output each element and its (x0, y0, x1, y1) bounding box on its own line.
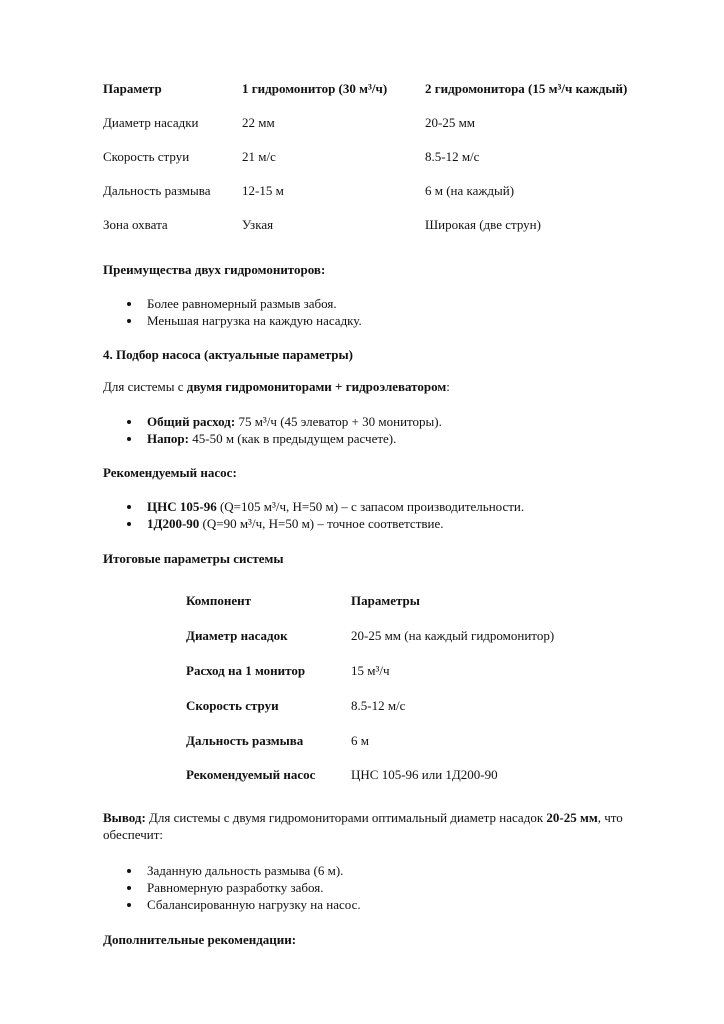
table-cell: 15 м³/ч (351, 662, 390, 678)
pump-intro (103, 379, 450, 395)
table-row (103, 106, 627, 140)
list-item (125, 515, 524, 532)
table-header-row (186, 584, 554, 619)
table-row (103, 140, 627, 174)
comparison-table (103, 72, 627, 242)
item-label: ЦНС 105-96 (147, 499, 217, 514)
table-cell: Узкая (242, 217, 274, 232)
table-cell: 8.5-12 м/с (425, 149, 480, 164)
table-header-row (103, 72, 627, 106)
extra-recommendations-heading: Дополнительные рекомендации: (103, 932, 297, 947)
table-cell: Диаметр насадок (186, 628, 288, 644)
list-item: Равномерную разработку забоя. (125, 879, 361, 896)
pump-intro-suffix: : (446, 379, 450, 394)
table-row (186, 619, 554, 654)
conclusion-paragraph (103, 809, 663, 843)
table-cell: ЦНС 105-96 или 1Д200-90 (351, 767, 498, 783)
table-row (186, 654, 554, 689)
table-header-cell: Параметры (351, 593, 420, 609)
list-item (125, 498, 524, 515)
table-cell: 21 м/с (242, 149, 276, 164)
conclusion-list (125, 862, 361, 913)
item-text: (Q=105 м³/ч, H=50 м) – с запасом производительности. (216, 499, 525, 514)
list-item: Заданную дальность размыва (6 м). (125, 862, 361, 879)
conclusion-text: Для системы с двумя гидромониторами оптимальный диаметр насадок (145, 810, 547, 825)
table-cell: Дальность размыва (103, 183, 211, 198)
list-item: Меньшая нагрузка на каждую насадку. (125, 312, 362, 329)
table-cell: Зона охвата (103, 217, 168, 232)
pump-intro-bold: двумя гидромониторами + гидроэлеватором (186, 379, 447, 394)
item-text: 75 м³/ч (45 элеватор + 30 мониторы). (235, 414, 442, 429)
table-row (103, 174, 627, 208)
recommended-pumps-list (125, 498, 524, 532)
table-header-cell: 2 гидромонитора (15 м³/ч каждый) (425, 81, 628, 96)
table-header-cell: Компонент (186, 593, 252, 609)
table-cell: 20-25 мм (на каждый гидромонитор) (351, 628, 555, 644)
table-cell: 6 м (на каждый) (425, 183, 515, 198)
advantages-list (125, 295, 362, 329)
table-cell: Скорость струи (103, 149, 190, 164)
item-text: (Q=90 м³/ч, H=50 м) – точное соответствие. (199, 516, 444, 531)
table-cell: 6 м (351, 732, 369, 748)
pump-intro-prefix: Для системы с (103, 379, 187, 394)
table-cell: Расход на 1 монитор (186, 662, 306, 678)
table-header-cell: Параметр (103, 81, 162, 96)
table-cell: Дальность размыва (186, 732, 304, 748)
list-item (125, 413, 442, 430)
list-item (125, 430, 442, 447)
list-item: Более равномерный размыв забоя. (125, 295, 362, 312)
pump-params-list (125, 413, 442, 447)
item-label: Напор: (147, 431, 189, 446)
summary-table (186, 584, 554, 793)
table-cell: Широкая (две струн) (425, 217, 541, 232)
table-row (186, 723, 554, 758)
table-row (103, 208, 627, 242)
table-cell: 22 мм (242, 115, 275, 130)
table-cell: 8.5-12 м/с (351, 697, 406, 713)
table-cell: 20-25 мм (425, 115, 476, 130)
table-cell: Рекомендуемый насос (186, 767, 316, 783)
summary-heading: Итоговые параметры системы (103, 551, 284, 566)
table-cell: Диаметр насадки (103, 115, 199, 130)
conclusion-bold: 20-25 мм (546, 810, 598, 825)
item-label: 1Д200-90 (147, 516, 200, 531)
table-header-cell: 1 гидромонитор (30 м³/ч) (242, 81, 388, 96)
recommended-heading: Рекомендуемый насос: (103, 465, 237, 480)
item-text: 45-50 м (как в предыдущем расчете). (189, 431, 397, 446)
list-item: Сбалансированную нагрузку на насос. (125, 896, 361, 913)
table-cell: 12-15 м (242, 183, 284, 198)
table-cell: Скорость струи (186, 697, 279, 713)
table-row (186, 688, 554, 723)
advantages-heading: Преимущества двух гидромониторов: (103, 262, 326, 277)
item-label: Общий расход: (147, 414, 236, 429)
conclusion-label: Вывод: (103, 810, 146, 825)
table-row (186, 758, 554, 793)
pump-section-heading: 4. Подбор насоса (актуальные параметры) (103, 347, 353, 362)
conclusion-text-end: , что обеспечит: (103, 810, 623, 842)
